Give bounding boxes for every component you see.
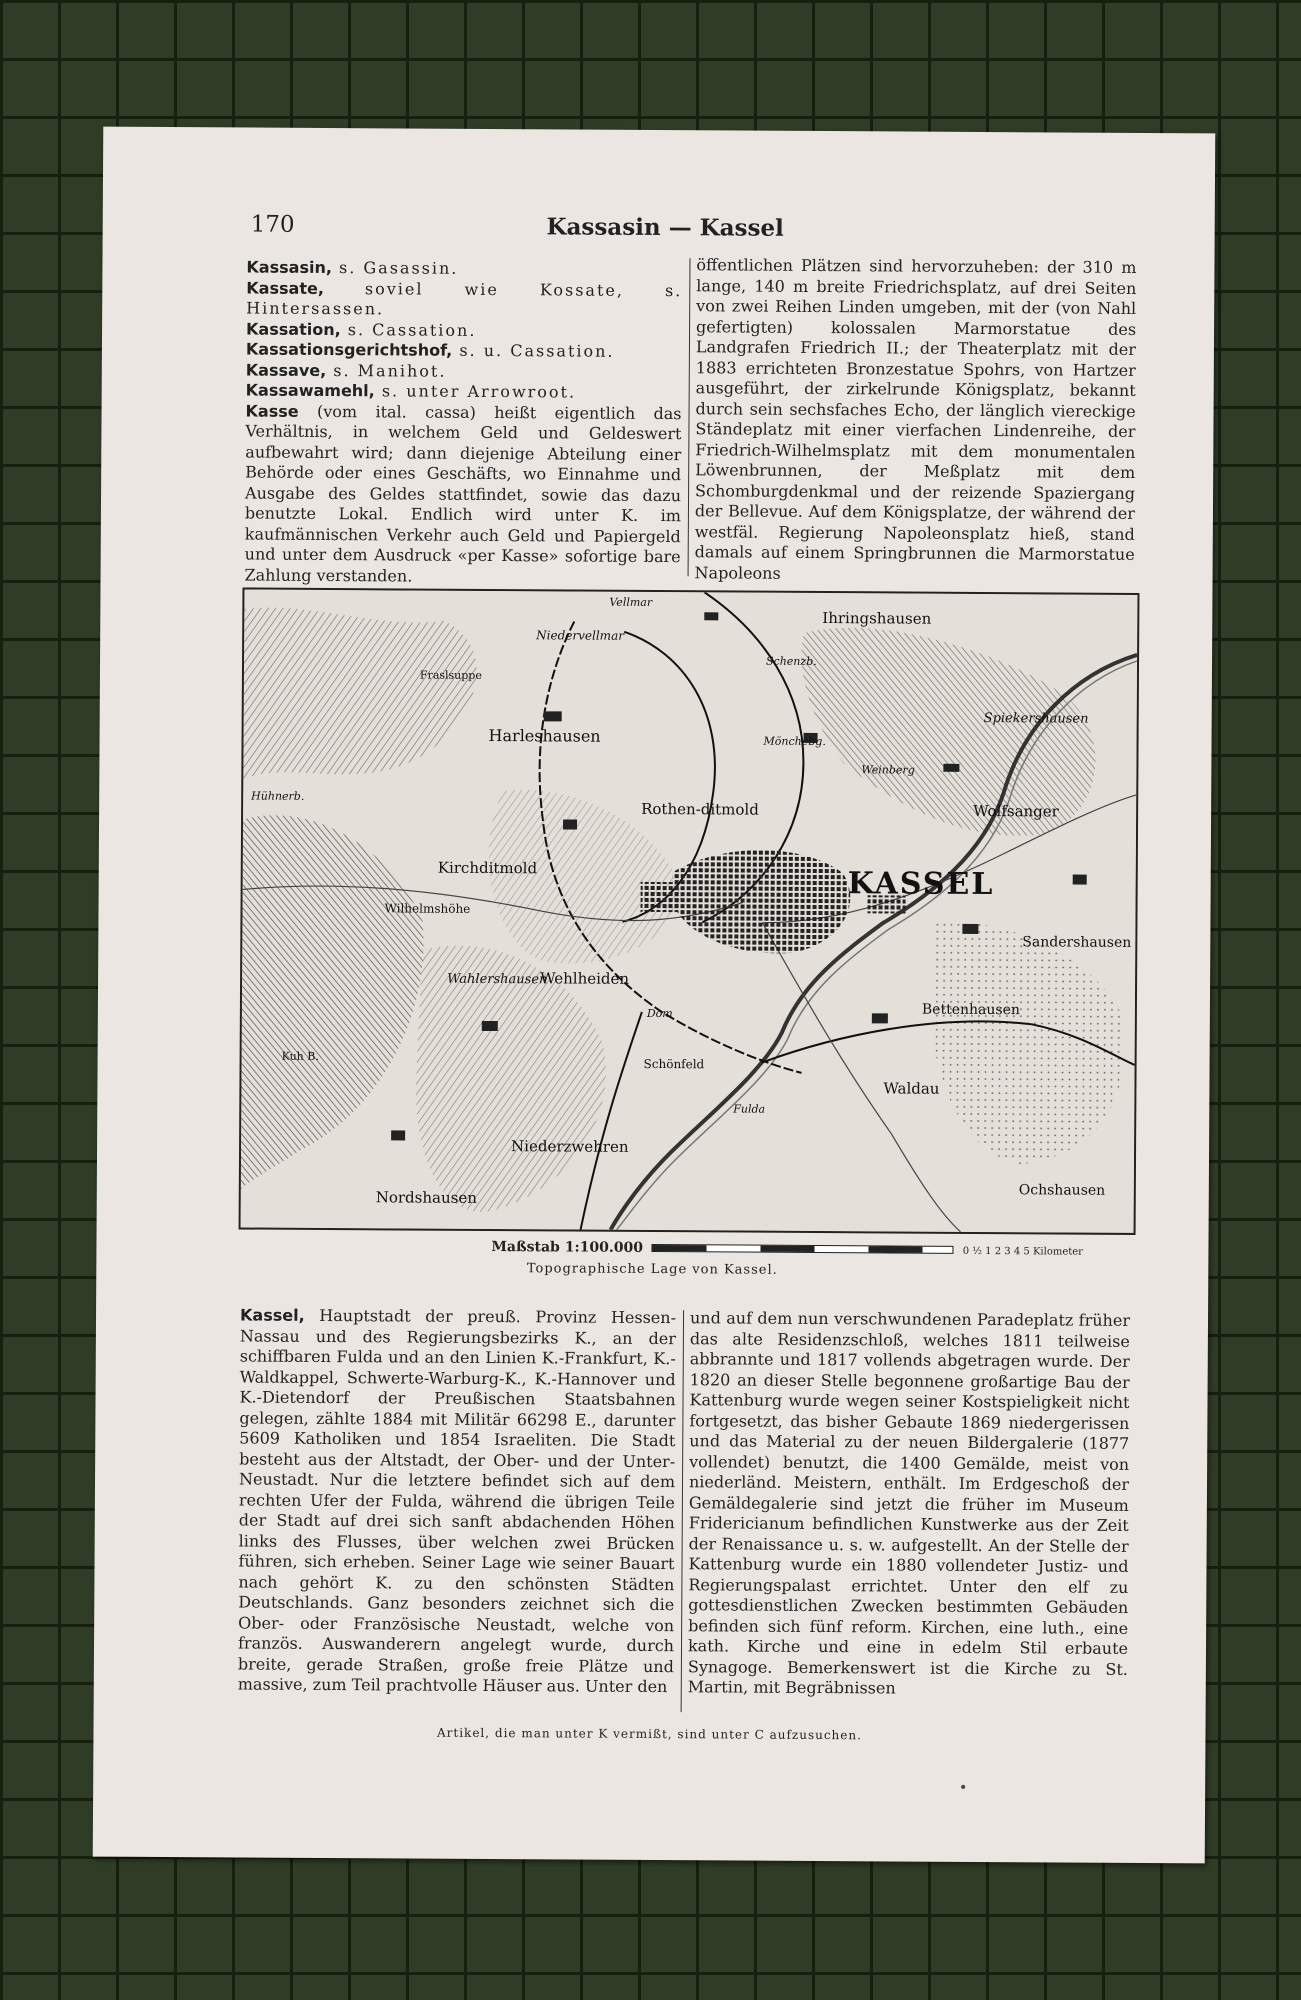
map-label-rothenditmold: Rothen-ditmold [641, 799, 759, 819]
map-label-schoenfeld: Schönfeld [643, 1056, 705, 1072]
village-kirchditmold [563, 819, 577, 829]
map-label-spiekershausen: Spiekershausen [983, 711, 1089, 727]
scale-tick-3: 3 [1004, 1246, 1011, 1258]
village-nordshausen [391, 1130, 405, 1140]
map-label-wehlheiden: Wehlheiden [540, 969, 630, 988]
map-label-wilhelmshoehe: Wilhelmshöhe [384, 901, 471, 916]
topographic-map [239, 587, 1140, 1234]
map-label-dom: Dom [646, 1006, 673, 1021]
town-block-west [641, 882, 681, 912]
village-sandershausen [1073, 875, 1087, 885]
map-label-schenzb: Schenzb. [766, 654, 817, 668]
map-label-vellmar: Vellmar [609, 595, 653, 609]
map-label-weinberg: Weinberg [861, 763, 915, 777]
text-column-bottom-right [688, 1308, 1130, 1700]
map-label-wahlershausen: Wahlershausen [447, 971, 548, 988]
scale-label: Maßstab 1:100.000 [491, 1239, 644, 1256]
map-label-sandershausen: Sandershausen [1022, 934, 1132, 951]
map-label-nordshausen: Nordshausen [375, 1188, 477, 1207]
page-footer-note: Artikel, die man unter K vermißt, sind unter C aufzusuchen. [436, 1725, 862, 1743]
kassel-squares-text: öffentlichen Plätzen sind hervorzuheben: der 310 m lange, 140 m breite Friedrichsplatz, auf drei Seiten von zwei Reihen Linden umgeben, mit der (von Nahl gefertigten) kolossalen Marmorstatue des Landgrafen Friedrich II.; der Theaterplatz mit der 1883 errichteten Bronzestatue Spohrs, von Hartzer ausgeführt, der zirkelrunde Königsplatz, bekannt durch sein sechsfaches Echo, der länglich viereckige Ständeplatz mit einer vierfachen Lindenreihe, der Friedrich-Wilhelmsplatz mit dem monumentalen Löwenbrunnen, der Meßplatz mit dem Schomburgdenkmal und der reizende Spaziergang der Bellevue. Auf dem Königsplatze, der während der westfäl. Regierung Napoleonsplatz hieß, stand damals auf einem Springbrunnen die Marmorstatue Napoleons [694, 255, 1137, 583]
scale-tick-5: 5 Kilometer [1023, 1246, 1084, 1258]
entries-column-bottom-left [238, 1305, 676, 1697]
map-label-moenchebg: Mönchebg. [763, 734, 826, 749]
village-waldau [872, 1013, 888, 1023]
map-label-waldau: Waldau [883, 1079, 940, 1098]
running-head: Kassasin — Kassel [546, 213, 784, 242]
village-ihringshausen [704, 612, 718, 620]
map-label-harleshausen: Harleshausen [488, 725, 601, 746]
map-label-wolfsanger: Wolfsanger [973, 801, 1059, 821]
entries-column-top-left [244, 257, 682, 588]
kassel-buildings-text: und auf dem nun verschwundenen Paradeplatz früher das alte Residenzschloß, welches 1811 teilweise abbrannte und 1817 vollends abgetragen wurde. Der 1820 an dieser Stelle begonnene großartige Bau der Kattenburg wurde wegen seiner Kostspieligkeit nicht fortgesetzt, das bisher Gebaute 1869 niedergerissen und das Material zu der neuen Bildergalerie (1877 vollendet) benutzt, die 1400 Gemälde, meist von niederländ. Meistern, enthält. Im Erdgeschoß der Gemäldegalerie sind jetzt die früher im Museum Fridericianum befindlichen Kunstwerke aus der Zeit der Renaissance u. s. w. aufgestellt. An der Stelle der Kattenburg wurde ein 1880 vollendeter Justiz- und Regierungspalast errichtet. Unter den elf zu gottesdienstlichen Zwecken bestimmten Gebäuden befinden sich fünf reform. Kirchen, eine luth., eine kath. Kirche und eine in edelm Stil erbaute Synagoge. Bemerkenswert ist die Kirche zu St. Martin, mit Begräbnissen [687, 1308, 1131, 1698]
village-harleshausen [544, 711, 562, 721]
map-label-kuhberg: Kuh B. [281, 1049, 319, 1063]
village-wolfsanger [943, 764, 959, 772]
village-niederzwehren [482, 1021, 498, 1031]
map-label-huehnerberg: Hühnerb. [251, 789, 305, 803]
map-caption: Topographische Lage von Kassel. [526, 1261, 778, 1278]
map-label-kirchditmold: Kirchditmold [437, 858, 538, 878]
entry-kassate: Kassate, soviel wie Kossate, s. Hintersassen. [246, 277, 683, 319]
text-column-top-right [695, 255, 1137, 586]
paper-speck [961, 1785, 965, 1789]
entry-kassel: Kassel, Hauptstadt der preuß. Provinz Hessen-Nassau und des Regierungsbezirks K., an der schiffbaren Fulda und an den Linien K.-Frankfurt, K.-Waldkappel, Schwerte-Warburg-K., K.-Hannover und K.-Dietendorf der Preußischen Staatsbahnen gelegen, zählte 1884 mit Militär 66298 E., darunter 5609 Katholiken und 1854 Israeliten. Die Stadt besteht aus der Altstadt, der Ober- und der Unter-Neustadt. Nur die letztere befindet sich auf dem rechten Ufer der Fulda, während die übrigen Teile der Stadt auf drei sich sanft abdachenden Höhen links des Flusses, über welchen zwei Brücken führen, sich erheben. Seiner Lage wie seiner Bauart nach gehört K. zu den schönsten Städten Deutschlands. Ganz besonders zeichnet sich die Ober- oder Französische Neustadt, welche von französ. Auswanderern angelegt wurde, durch breite, gerade Straßen, große freie Plätze und massive, zum Teil prachtvolle Häuser aus. Unter den [237, 1305, 677, 1697]
entry-kassawamehl: Kassawamehl, s. unter Arrowroot. [245, 380, 577, 402]
scale-tick-half: ½ [972, 1245, 983, 1258]
scale-bar [652, 1244, 954, 1254]
page-number: 170 [250, 211, 295, 238]
page-header [251, 212, 1080, 257]
map-label-city: KASSEL [847, 866, 995, 903]
map-label-fulda: Fulda [733, 1102, 766, 1116]
entry-kassasin: Kassasin, s. Gasassin. [246, 257, 459, 278]
map-label-niederzwehren: Niederzwehren [511, 1137, 629, 1156]
entry-kassave: Kassave, s. Manihot. [245, 359, 447, 381]
scale-tick-1: 1 [985, 1246, 992, 1258]
map-label-bettenhausen: Bettenhausen [921, 1001, 1020, 1019]
dictionary-page [93, 127, 1216, 1864]
column-rule-bottom [681, 1310, 684, 1712]
map-illustration [241, 589, 1138, 1232]
map-label-niedervellmar: Niedervellmar [536, 628, 625, 643]
entry-kassationsgerichtshof: Kassationsgerichtshof, s. u. Cassation. [245, 339, 615, 361]
village-bettenhausen [962, 924, 978, 934]
map-scale [491, 1239, 1083, 1259]
column-rule-top [688, 258, 691, 576]
map-label-ihringshausen: Ihringshausen [822, 609, 932, 628]
map-label-fraslsuppe: Fraslsuppe [419, 668, 482, 682]
scale-tick-4: 4 [1013, 1246, 1021, 1258]
scale-tick-0: 0 [962, 1245, 970, 1257]
map-label-ochshausen: Ochshausen [1018, 1182, 1106, 1199]
entry-kassation: Kassation, s. Cassation. [246, 318, 477, 340]
entry-kasse: Kasse (vom ital. cassa) heißt eigentlich das Verhältnis, in welchem Geld und Geldeswert aufbewahrt wird; dann diejenige Abteilung einer Behörde oder eines Geschäfts, wo Einnahme und Ausgabe des Geldes stattfindet, sowie das dazu benutzte Lokal. Endlich wird unter K. im kaufmännischen Verkehr auch Geld und Papiergeld und unter dem Ausdruck «per Kasse» sofortige bare Zahlung verstanden. [244, 400, 682, 586]
scale-tick-2: 2 [994, 1246, 1002, 1258]
